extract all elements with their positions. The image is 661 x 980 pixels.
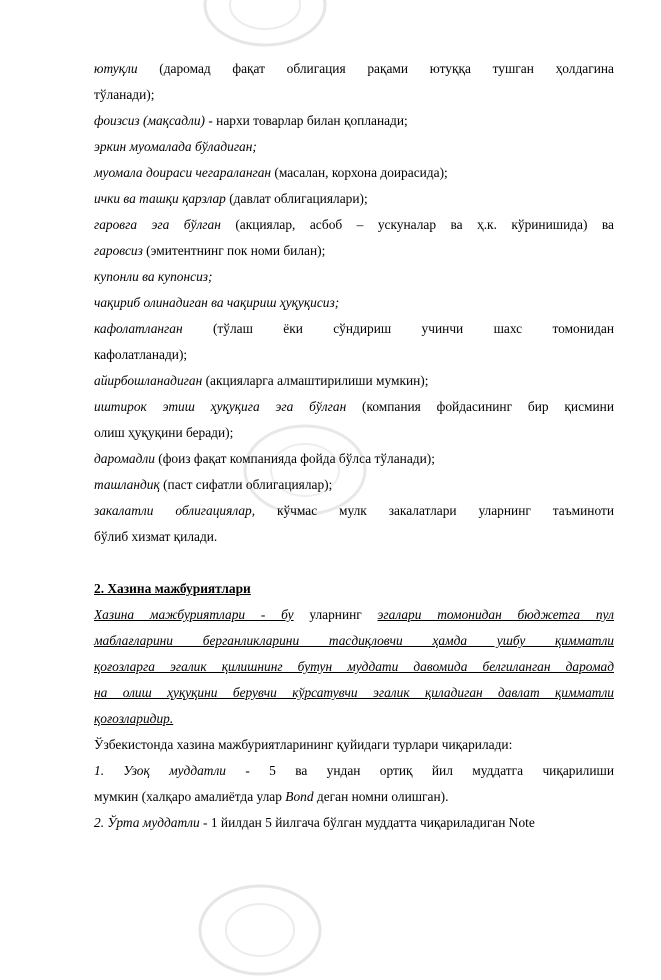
spacer bbox=[94, 550, 614, 576]
line-participating: иштирок этиш ҳуқуқига эга бўлган (компания фойдасининг бир қисмини bbox=[94, 399, 614, 414]
line-mortgage: закалатли облигациялар, кўчмас мулк закалатлари уларнинг таъминоти bbox=[94, 503, 614, 518]
types-intro: Ўзбекистонда хазина мажбуриятларининг қуйидаги турлари чиқарилади: bbox=[94, 737, 513, 752]
definition-line-2: маблағларини берганликларини тасдиқловчи ҳамда ушбу қимматли bbox=[94, 633, 614, 648]
definition-line-1: Хазина мажбуриятлари - бу уларнинг эгалари томонидан бюджетга пул bbox=[94, 607, 614, 622]
line-guaranteed: кафолатланган (тўлаш ёки сўндириш учинчи шахс томонидан bbox=[94, 321, 614, 336]
section-heading: 2. Хазина мажбуриятлари bbox=[94, 581, 251, 596]
line-callable: чақириб олинадиган ва чақириш ҳуқуқисиз; bbox=[94, 295, 340, 310]
line-winning: ютуқли (даромад фақат облигация рақами ютуққа тушган ҳолдагина bbox=[94, 61, 614, 76]
line-income: даромадли (фоиз фақат компанияда фойда бўлса тўланади); bbox=[94, 451, 435, 466]
line-guaranteed-cont: кафолатланади); bbox=[94, 347, 188, 362]
definition-line-4: на олиш ҳуқуқини берувчи кўрсатувчи эгалик қиладиган давлат қимматли bbox=[94, 685, 614, 700]
line-participating-cont: олиш ҳуқуқини беради); bbox=[94, 425, 234, 440]
line-secured: гаровга эга бўлган (акциялар, асбоб – ускуналар ва ҳ.к. кўринишида) ва bbox=[94, 217, 614, 232]
definition-line-3: қоғозларга эгалик қилишнинг бутун муддати давомида белгиланган даромад bbox=[94, 659, 614, 674]
watermark-top bbox=[200, 0, 330, 50]
line-debts: ички ва ташқи қарзлар (давлат облигациялари); bbox=[94, 191, 368, 206]
line-limited-circulation: муомала доираси чегараланган (масалан, корхона доирасида); bbox=[94, 165, 448, 180]
definition-line-5: қоғозларидир. bbox=[94, 711, 174, 726]
watermark-bottom bbox=[195, 880, 325, 980]
line-winning-cont: тўланади); bbox=[94, 87, 155, 102]
item-medium-term: 2. Ўрта муддатли - 1 йилдан 5 йилгача бўлган муддатта чиқариладиган Note bbox=[94, 815, 535, 830]
document-page bbox=[94, 56, 614, 836]
line-unsecured: гаровсиз (эмитентнинг пок номи билан); bbox=[94, 243, 326, 258]
item-long-term: 1. Узоқ муддатли - 5 ва ундан ортиқ йил муддатга чиқарилиши bbox=[94, 763, 614, 778]
item-long-term-cont: мумкин (халқаро амалиётда улар Bond деган номни олишган). bbox=[94, 789, 449, 804]
line-interest-free: фоизсиз (мақсадли) - нархи товарлар билан қопланади; bbox=[94, 113, 408, 128]
line-coupon: купонли ва купонсиз; bbox=[94, 269, 213, 284]
line-convertible: айирбошланадиган (акцияларга алмаштирилиши мумкин); bbox=[94, 373, 429, 388]
line-mortgage-cont: бўлиб хизмат қилади. bbox=[94, 529, 218, 544]
line-free-circulation: эркин муомалада бўладиган; bbox=[94, 139, 257, 154]
line-junk: ташландиқ (паст сифатли облигациялар); bbox=[94, 477, 333, 492]
